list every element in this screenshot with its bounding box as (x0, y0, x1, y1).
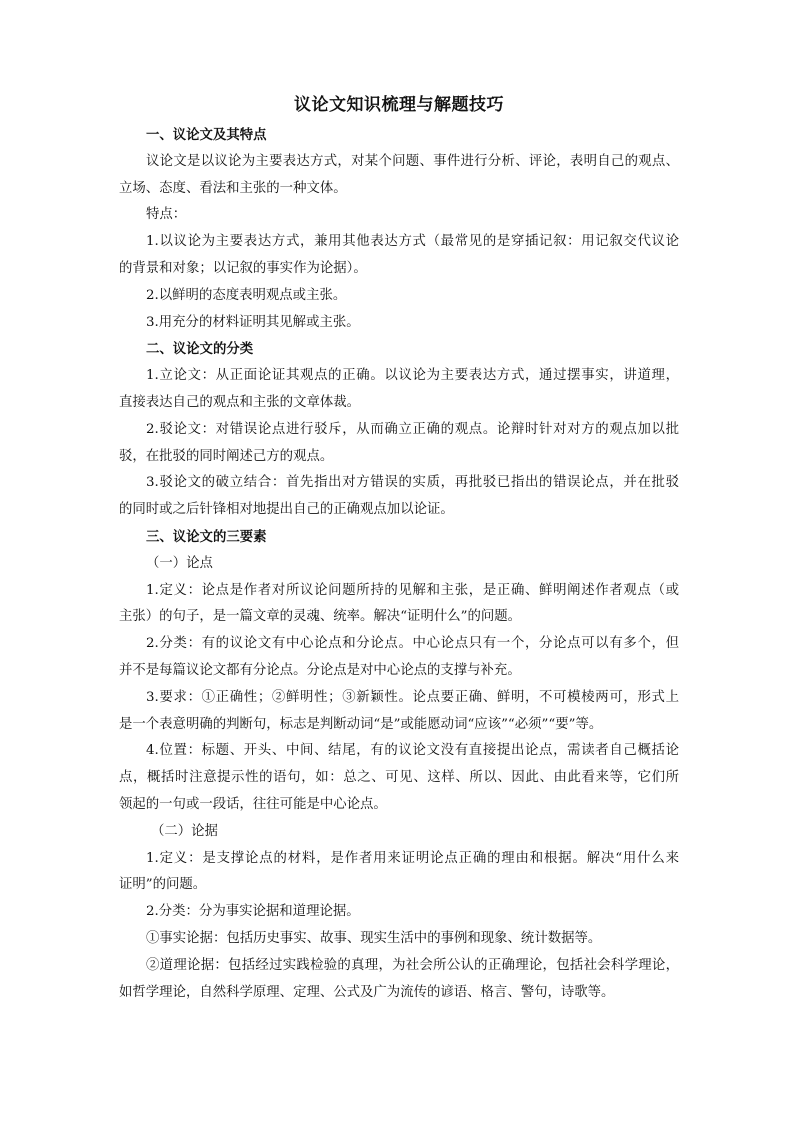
paragraph-line: 证明”的问题。 (119, 877, 207, 893)
paragraph-line: 3.驳论文的破立结合：首先指出对方错误的实质，再批驳已指出的错误论点，并在批驳 (146, 475, 679, 491)
paragraph-line: 直接表达自己的观点和主张的文章体裁。 (119, 394, 361, 410)
section-heading: 二、议论文的分类 (146, 341, 254, 358)
paragraph-line: 的背景和对象；以记叙的事实作为论据）。 (119, 260, 367, 276)
paragraph-line: （一）论点 (146, 555, 213, 571)
paragraph-line: 2.分类：分为事实论据和道理论据。 (146, 904, 360, 920)
paragraph-line: ①事实论据：包括历史事实、故事、现实生活中的事例和现象、统计数据等。 (146, 930, 602, 946)
paragraph-line: 3.用充分的材料证明其见解或主张。 (146, 314, 360, 330)
paragraph-line: 领起的一句或一段话，往往可能是中心论点。 (119, 796, 387, 812)
document-page (119, 94, 679, 1006)
paragraph-line: 主张）的句子，是一篇文章的灵魂、统率。解决“证明什么”的问题。 (119, 609, 522, 625)
paragraph-line: 1.定义：是支撑论点的材料，是作者用来证明论点正确的理由和根据。解决“用什么来 (146, 850, 679, 866)
paragraph-line: 的同时或之后针锋相对地提出自己的正确观点加以论证。 (119, 502, 454, 518)
section-heading: 一、议论文及其特点 (146, 127, 267, 143)
paragraph-line: 立场、态度、看法和主张的一种文体。 (119, 180, 347, 196)
paragraph-line: 议论文是以议论为主要表达方式，对某个问题、事件进行分析、评论，表明自己的观点、 (146, 153, 679, 169)
paragraph-line: 2.以鲜明的态度表明观点或主张。 (146, 287, 347, 303)
paragraph-line: ②道理论据：包括经过实践检验的真理，为社会所公认的正确理论，包括社会科学理论， (146, 957, 679, 973)
paragraph-line: 是一个表意明确的判断句，标志是判断动词“是”或能愿动词“应该”“必须”“要”等。 (119, 716, 603, 732)
paragraph-line: 4.位置：标题、开头、中间、结尾，有的议论文没有直接提出论点，需读者自己概括论 (146, 743, 679, 759)
document-body (119, 122, 679, 1006)
paragraph-line: 3.要求：①正确性；②鲜明性；③新颖性。论点要正确、鲜明，不可模棱两可，形式上 (146, 689, 679, 705)
paragraph-line: （二）论据 (151, 823, 218, 839)
paragraph-line: 2.分类：有的议论文有中心论点和分论点。中心论点只有一个，分论点可以有多个，但 (146, 636, 679, 652)
paragraph-line: 1.定义：论点是作者对所议论问题所持的见解和主张，是正确、鲜明阐述作者观点（或 (146, 582, 679, 598)
paragraph-line: 点，概括时注意提示性的语句，如：总之、可见、这样、所以、因此、由此看来等，它们所 (119, 770, 679, 786)
paragraph-line: 驳，在批驳的同时阐述己方的观点。 (119, 448, 334, 464)
document-title: 议论文知识梳理与解题技巧 (294, 95, 504, 115)
paragraph-line: 特点： (146, 207, 187, 223)
paragraph-line: 如哲学理论，自然科学原理、定理、公式及广为流传的谚语、格言、警句，诗歌等。 (119, 984, 615, 1000)
paragraph-line: 1.以议论为主要表达方式，兼用其他表达方式（最常见的是穿插记叙：用记叙交代议论 (146, 234, 679, 250)
paragraph-line: 2.驳论文：对错误论点进行驳斥，从而确立正确的观点。论辩时针对对方的观点加以批 (146, 421, 679, 437)
paragraph-line: 并不是每篇议论文都有分论点。分论点是对中心论点的支撑与补充。 (119, 662, 521, 678)
paragraph-line: 1.立论文：从正面论证其观点的正确。以议论为主要表达方式，通过摆事实，讲道理， (146, 368, 679, 384)
section-heading: 三、议论文的三要素 (146, 528, 267, 545)
